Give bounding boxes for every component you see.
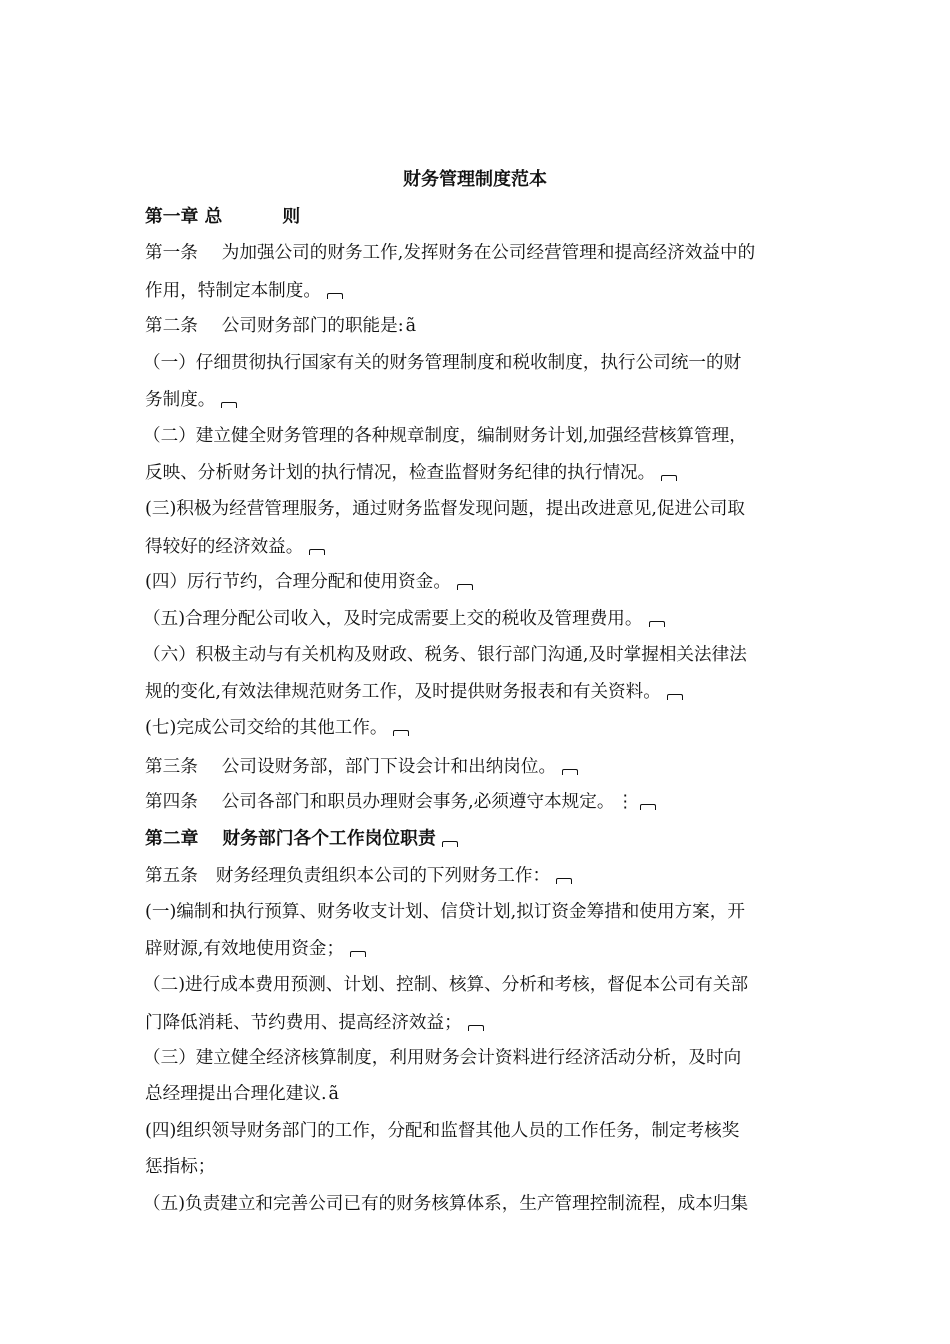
chapter-heading-2 bbox=[145, 827, 458, 851]
paragraph-text: （五)负责建立和完善公司已有的财务核算体系，生产管理控制流程，成本归集 bbox=[143, 1194, 749, 1214]
paragraph-mark-icon bbox=[350, 951, 366, 957]
paragraph-mark-icon bbox=[442, 841, 458, 847]
paragraph-line bbox=[145, 790, 656, 814]
chapter-label: 第二章 bbox=[145, 828, 199, 849]
paragraph-line bbox=[145, 388, 237, 412]
article-text: 公司财务部门的职能是: bbox=[221, 316, 404, 336]
paragraph-text: 反映、分析财务计划的执行情况，检查监督财务纪律的执行情况。 bbox=[145, 463, 656, 483]
stray-glyph: ã bbox=[328, 1084, 340, 1104]
paragraph-text: 作用，特制定本制度。 bbox=[145, 281, 321, 301]
paragraph-line bbox=[145, 755, 578, 779]
paragraph-text: （六）积极主动与有关机构及财政、税务、银行部门沟通,及时掌握相关法律法 bbox=[143, 645, 747, 665]
paragraph-text: （二）建立健全财务管理的各种规章制度，编制财务计划,加强经营核算管理， bbox=[143, 426, 747, 446]
paragraph-line bbox=[143, 643, 747, 667]
paragraph-mark-icon bbox=[457, 584, 473, 590]
chapter-tail: 财务部门各个工作岗位职责 bbox=[222, 828, 436, 849]
paragraph-mark-icon bbox=[468, 1025, 484, 1031]
paragraph-text: (一)编制和执行预算、财务收支计划、信贷计划,拟订资金筹措和使用方案，开 bbox=[145, 902, 745, 922]
paragraph-mark-icon bbox=[562, 769, 578, 775]
paragraph-line bbox=[143, 1192, 748, 1216]
paragraph-text: 务制度。 bbox=[145, 390, 216, 410]
paragraph-line bbox=[145, 314, 416, 338]
chapter-heading-1 bbox=[145, 205, 300, 229]
paragraph-line bbox=[145, 716, 409, 740]
paragraph-line bbox=[143, 607, 665, 631]
paragraph-line bbox=[145, 680, 683, 704]
article-number: 第五条 bbox=[145, 866, 198, 886]
paragraph-line bbox=[145, 241, 755, 265]
paragraph-mark-icon bbox=[640, 804, 656, 810]
paragraph-text: 惩指标； bbox=[145, 1157, 216, 1177]
paragraph-mark-icon bbox=[661, 475, 677, 481]
paragraph-line bbox=[145, 900, 745, 924]
paragraph-mark-icon bbox=[649, 621, 665, 627]
article-number: 第三条 bbox=[145, 757, 198, 777]
article-number: 第二条 bbox=[145, 316, 198, 336]
paragraph-line bbox=[143, 351, 741, 375]
paragraph-line bbox=[145, 1155, 215, 1179]
article-text: 为加强公司的财务工作,发挥财务在公司经营管理和提高经济效益中的 bbox=[221, 243, 756, 263]
paragraph-line bbox=[145, 461, 677, 485]
chapter-label: 第一章 总 bbox=[145, 206, 223, 227]
paragraph-text: 总经理提出合理化建议. bbox=[145, 1084, 327, 1104]
article-number: 第一条 bbox=[145, 243, 198, 263]
paragraph-mark-icon bbox=[667, 694, 683, 700]
paragraph-line bbox=[145, 535, 325, 559]
paragraph-line bbox=[145, 1011, 484, 1035]
article-text: 公司各部门和职员办理财会事务,必须遵守本规定。 bbox=[221, 792, 615, 812]
paragraph-line bbox=[145, 279, 343, 303]
paragraph-mark-icon bbox=[393, 730, 409, 736]
paragraph-text: （一）仔细贯彻执行国家有关的财务管理制度和税收制度，执行公司统一的财 bbox=[143, 353, 742, 373]
paragraph-mark-icon bbox=[556, 878, 572, 884]
paragraph-text: (七)完成公司交给的其他工作。 bbox=[145, 718, 388, 738]
paragraph-line bbox=[145, 1119, 739, 1143]
colon-mark: ⋮ bbox=[616, 792, 635, 812]
paragraph-line bbox=[145, 864, 572, 888]
paragraph-line bbox=[145, 937, 366, 961]
paragraph-line bbox=[143, 973, 748, 997]
paragraph-line bbox=[143, 1046, 741, 1070]
paragraph-text: （五)合理分配公司收入，及时完成需要上交的税收及管理费用。 bbox=[143, 609, 643, 629]
document-title: 财务管理制度范本 bbox=[403, 169, 547, 190]
paragraph-mark-icon bbox=[221, 402, 237, 408]
paragraph-line bbox=[143, 424, 747, 448]
paragraph-text: （二)进行成本费用预测、计划、控制、核算、分析和考核，督促本公司有关部 bbox=[143, 975, 749, 995]
paragraph-text: (三)积极为经营管理服务，通过财务监督发现问题，提出改进意见,促进公司取 bbox=[145, 499, 745, 519]
article-text: 公司设财务部，部门下设会计和出纳岗位。 bbox=[221, 757, 557, 777]
paragraph-text: 辟财源,有效地使用资金； bbox=[145, 939, 345, 959]
paragraph-text: （三）建立健全经济核算制度，利用财务会计资料进行经济活动分析，及时向 bbox=[143, 1048, 742, 1068]
paragraph-text: (四）厉行节约，合理分配和使用资金。 bbox=[145, 572, 451, 592]
paragraph-text: 门降低消耗、节约费用、提高经济效益； bbox=[145, 1013, 462, 1033]
paragraph-text: 得较好的经济效益。 bbox=[145, 537, 304, 557]
stray-glyph: ã bbox=[405, 316, 417, 336]
paragraph-mark-icon bbox=[309, 549, 325, 555]
paragraph-line bbox=[145, 497, 745, 521]
article-text: 财务经理负责组织本公司的下列财务工作： bbox=[215, 866, 551, 886]
paragraph-line bbox=[145, 1082, 339, 1106]
paragraph-line bbox=[145, 570, 473, 594]
paragraph-mark-icon bbox=[327, 293, 343, 299]
article-number: 第四条 bbox=[145, 792, 198, 812]
paragraph-text: (四)组织领导财务部门的工作，分配和监督其他人员的工作任务，制定考核奖 bbox=[145, 1121, 740, 1141]
paragraph-text: 规的变化,有效法律规范财务工作，及时提供财务报表和有关资料。 bbox=[145, 682, 661, 702]
chapter-tail: 则 bbox=[282, 206, 301, 227]
